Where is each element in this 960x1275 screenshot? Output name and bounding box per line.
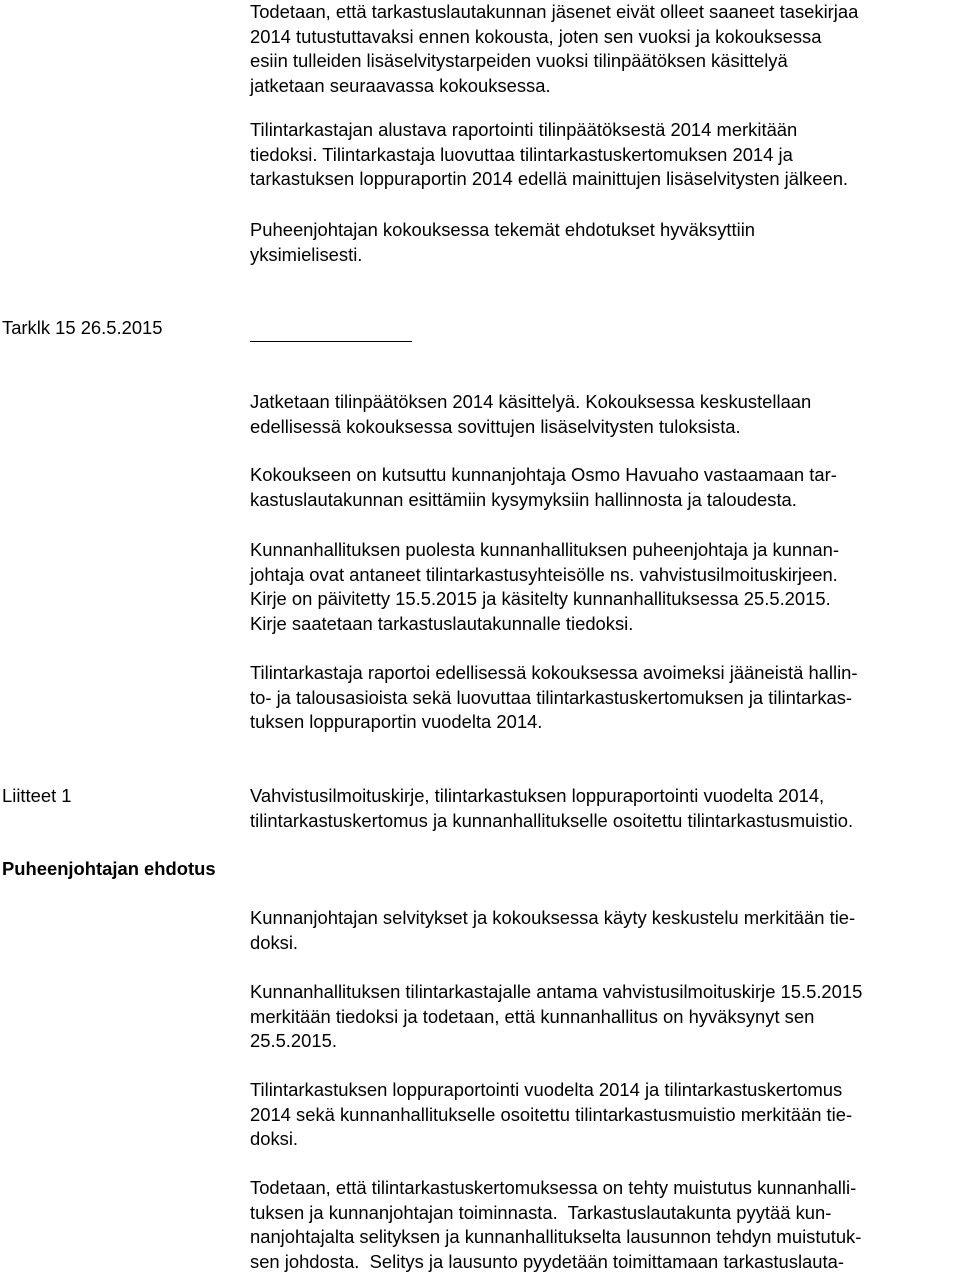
- paragraph-kutsuttu: Kokoukseen on kutsuttu kunnanjohtaja Osmo Havuaho vastaamaan tar- kastuslautakunnan esittämiin kysymyksiin hallinnosta ja taloudesta.: [250, 464, 837, 510]
- paragraph-ehdotukset-hyvaksytty: Puheenjohtajan kokouksessa tekemät ehdotukset hyväksyttiin yksimielisesti.: [250, 219, 756, 265]
- paragraph-tilintarkastaja-raportoi: Tilintarkastaja raportoi edellisessä kokouksessa avoimeksi jääneistä hallin- to- ja talousasioista sekä luovuttaa tilintarkastuskertomuksen ja tilintarkas- tuksen loppuraportin vuodelta 2014.: [250, 662, 858, 732]
- paragraph-tasekirja: Todetaan, että tarkastuslautakunnan jäsenet eivät olleet saaneet tasekirjaa 2014 tutustuttavaksi ennen kokousta, joten sen vuoksi ja kokouksessa esiin tulleiden lisäselvitystarpeiden vuoksi tilinpäätöksen käsittelyä jatketaan seuraavassa kokouksessa.: [250, 1, 859, 96]
- paragraph-jatketaan: Jatketaan tilinpäätöksen 2014 käsittelyä. Kokouksessa keskustellaan edellisessä kokouksessa sovittujen lisäselvitysten tuloksista.: [250, 391, 812, 437]
- proposal-paragraph-selvitykset: Kunnanjohtajan selvitykset ja kokouksessa käyty keskustelu merkitään tie- doksi.: [250, 907, 856, 953]
- attachments-text: Vahvistusilmoituskirje, tilintarkastuksen loppuraportointi vuodelta 2014, tilintarkastuskertomus ja kunnanhallitukselle osoitettu tilintarkastusmuistio.: [250, 785, 854, 831]
- section-heading: Tarklk 15 26.5.2015: [2, 317, 163, 338]
- proposal-paragraph-loppuraportointi: Tilintarkastuksen loppuraportointi vuodelta 2014 ja tilintarkastuskertomus 2014 sekä kunnanhallitukselle osoitettu tilintarkastusmuistio merkitään tie- doksi.: [250, 1079, 853, 1149]
- proposal-paragraph-muistutus: Todetaan, että tilintarkastuskertomuksessa on tehty muistutus kunnanhalli- tuksen ja kunnanjohtajan toiminnasta. Tarkastuslautakunta pyytää kun- nanjohtajalta selityksen ja kunnanhallitukselta lausunnon tehdyn muistutuk- sen johdosta. Selitys ja lausunto pyydetään toimittamaan tarkastuslauta-: [250, 1177, 862, 1272]
- proposal-label: Puheenjohtajan ehdotus: [2, 858, 216, 879]
- paragraph-vahvistusilmoituskirje: Kunnanhallituksen puolesta kunnanhallituksen puheenjohtaja ja kunnan- johtaja ovat antaneet tilintarkastusyhteisölle ns. vahvistusilmoituskirjeen. Kirje on päivitetty 15.5.2015 ja käsitelty kunnanhallituksessa 25.5.2015. Kirje saatetaan tarkastuslautakunnalle tiedoksi.: [250, 539, 839, 634]
- proposal-paragraph-vahvistusilmoituskirje: Kunnanhallituksen tilintarkastajalle antama vahvistusilmoituskirje 15.5.2015 merkitään tiedoksi ja todetaan, että kunnanhallitus on hyväksynyt sen 25.5.2015.: [250, 981, 863, 1051]
- signature-line: [250, 341, 412, 342]
- paragraph-alustava-raportointi: Tilintarkastajan alustava raportointi tilinpäätöksestä 2014 merkitään tiedoksi. Tilintarkastaja luovuttaa tilintarkastuskertomuksen 2014 ja tarkastuksen loppuraportin 2014 edellä mainittujen lisäselvitysten jälkeen.: [250, 119, 849, 189]
- attachments-label: Liitteet 1: [2, 785, 72, 806]
